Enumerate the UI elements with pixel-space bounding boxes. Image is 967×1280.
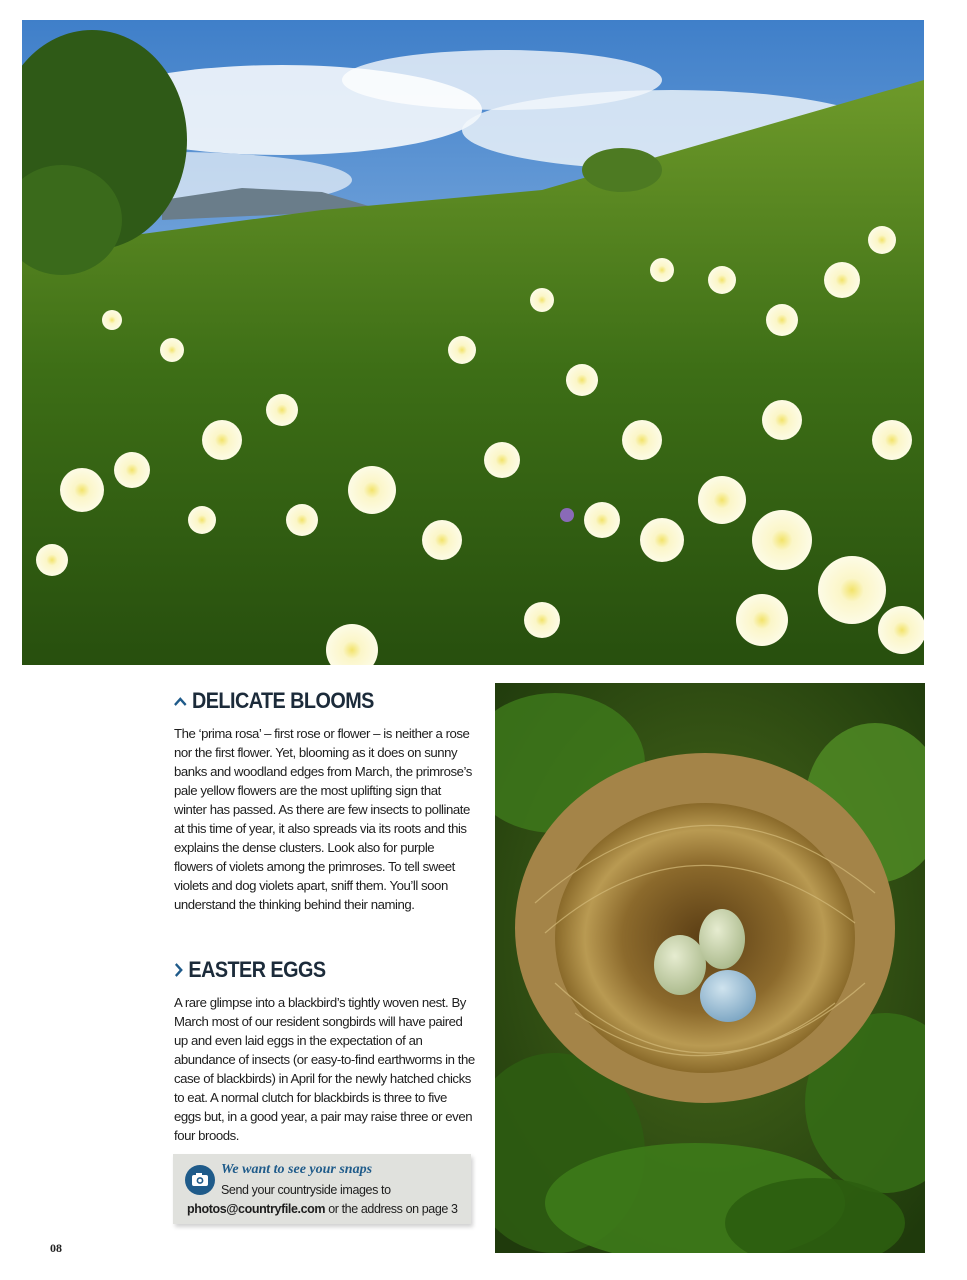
blackbird-nest-photo xyxy=(495,683,925,1253)
chevron-right-icon xyxy=(174,962,183,978)
section-heading xyxy=(174,957,446,983)
snaps-title: We want to see your snaps xyxy=(221,1162,373,1177)
snaps-email[interactable]: photos@countryfile.com xyxy=(187,1202,326,1216)
page-number: 08 xyxy=(50,1241,62,1255)
chevron-up-icon xyxy=(174,696,187,706)
camera-icon xyxy=(184,1164,216,1196)
section-heading-text: EASTER EGGS xyxy=(188,957,326,982)
reader-photos-box xyxy=(173,1154,471,1224)
snaps-instruction: Send your countryside images to xyxy=(221,1183,391,1197)
delicate-blooms-section xyxy=(174,688,476,914)
section-heading xyxy=(174,688,446,714)
easter-eggs-section xyxy=(174,957,476,1145)
section-body: A rare glimpse into a blackbird’s tightly woven nest. By March most of our resident songbirds will have paired up and even laid eggs in the expectation of an abundance of insects (or easy-to-find earthworms in the case of blackbirds) in April for the newly hatched chicks to eat. A normal clutch for blackbirds is three to five eggs but, in a good year, a pair may raise three or even four broods. xyxy=(174,995,475,1143)
section-body: The ‘prima rosa’ – first rose or flower – is neither a rose nor the first flower. Yet, blooming as it does on sunny banks and woodland edges from March, the primrose’s pale yellow flowers are the most uplifting sign that winter has passed. As there are few insects to pollinate at this time of year, it also spreads via its roots and this explains the dense clusters. Look also for purple flowers of violets among the primroses. To tell sweet violets and dog violets apart, sniff them. You’ll soon understand the thinking behind their naming. xyxy=(174,726,472,912)
snaps-address-note: or the address on page 3 xyxy=(325,1202,458,1216)
snaps-contact xyxy=(187,1202,458,1216)
primrose-meadow-photo xyxy=(22,20,924,665)
section-heading-text: DELICATE BLOOMS xyxy=(192,688,374,713)
